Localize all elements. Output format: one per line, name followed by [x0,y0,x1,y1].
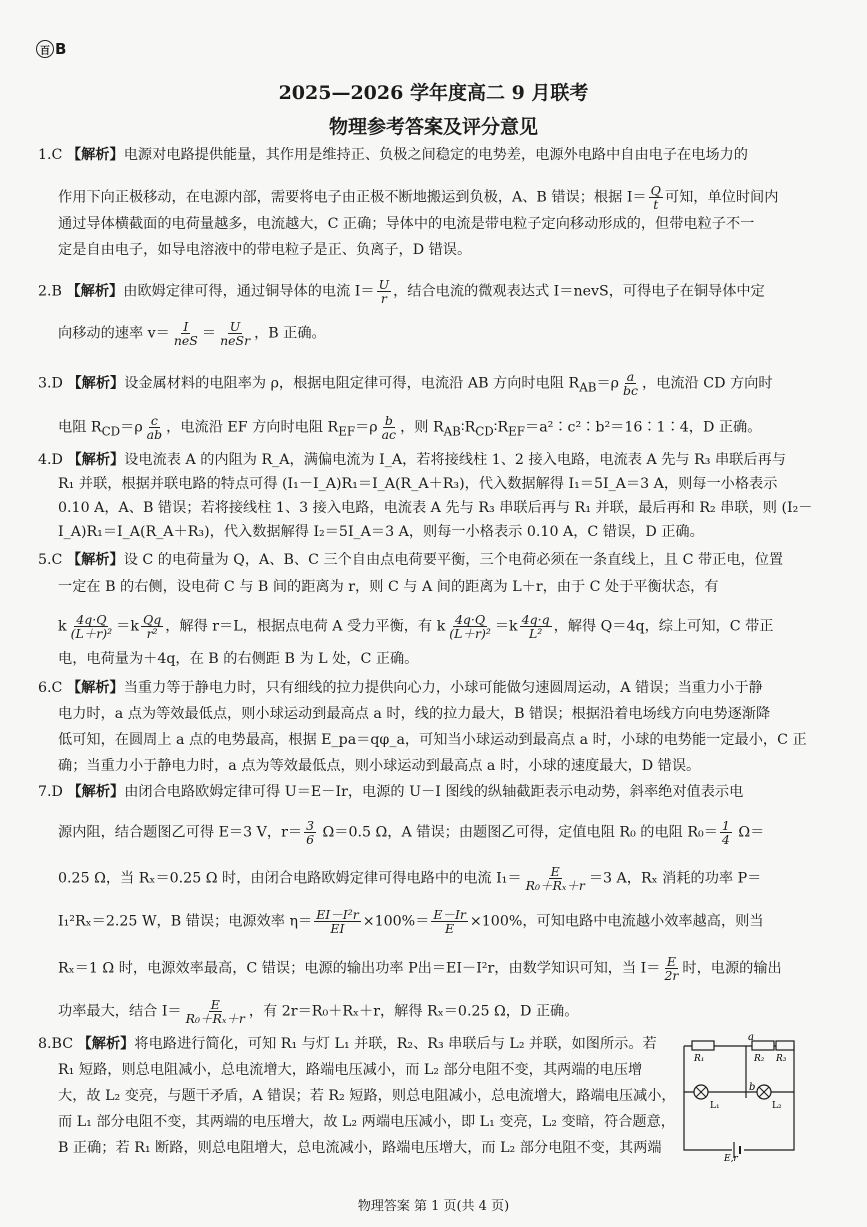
q3-line-2: 电阻 $R_{CD}=\rho$ $\frac{c}{ab}$ ，电流沿 EF 方向时电阻 $R_{EF}=\rho$ $\frac{b}{ac}$ ，则 $R_{AB}∶R_{CD}∶R_{EF}=a^2∶c^2∶b^2=16∶1∶4$，D 正确。 [58,413,762,442]
q7-line-4: I₁²Rₓ＝2.25 W，B 错误；电源效率 η＝ $\frac{\text{EI－I²r}}{EI}$ ×100%＝ $\frac{E-Ir}{E}$ ×100%，可知电路中电流越小效率越高，则当 [58,907,764,936]
q8-line-1: 8.BC 【解析】将电路进行简化，可知 R₁ 与灯 L₁ 并联，R₂、R₃ 串联后与 L₂ 并联，如图所示。若 [38,1036,657,1052]
resistor-r2 [752,1041,774,1050]
q4-line-4: I_A)R₁＝I_A(R_A＋R₃)，代入数据解得 I₂＝5I_A＝3 A，则每一小格表示 0.10 A，C 错误，D 正确。 [58,524,704,540]
q3-line-1: 3.D 【解析】设金属材料的电阻率为 ρ，根据电阻定律可得，电流沿 AB 方向时电阻 $R_{AB}=\rho$ $\frac{a}{bc}$ ，电流沿 CD 方向时 [38,369,773,398]
q7-line-1: 7.D 【解析】由闭合电路欧姆定律可得 U＝E－Ir，电源的 U－I 图线的纵轴截距表示电动势，斜率绝对值表示电 [38,784,744,800]
q4-line-1: 4.D 【解析】设电流表 A 的内阻为 R_A，满偏电流为 I_A，若将接线柱 1、2 接入电路，电流表 A 先与 R₃ 串联后再与 [38,452,786,468]
q2-line-2: 向移动的速率 v＝ $\frac{I}{\text{neS}}$ ＝ $\frac{U}{\text{neSr}}$ ，B 正确。 [58,319,326,348]
q6-line-4: 确；当重力小于静电力时，a 点为等效最低点，则小球运动到最高点 a 时，小球的速度最大，D 错误。 [58,758,701,774]
q1-line-1: 1.C 【解析】电源对电路提供能量，其作用是维持正、负极之间稳定的电势差，电源外电路中自由电子在电场力的 [38,147,748,163]
badge-letter: B [55,40,67,58]
lamp-l2 [757,1085,771,1099]
q6-line-3: 低可知，在圆周上 a 点的电势最高，根据 E_pa＝qφ_a，可知当小球运动到最高点 a 时，小球的电势能一定最小，C 正 [58,732,807,748]
label-node-b: b [749,1082,756,1093]
label-l2: L₂ [772,1101,782,1111]
badge-circle: 百 [36,40,54,58]
q6-line-1: 6.C 【解析】当重力等于静电力时，只有细线的拉力提供向心力，小球可能做匀速圆周运动，A 错误；当重力小于静 [38,680,763,696]
q8-line-2: R₁ 短路，则总电阻减小，总电流增大，路端电压减小，而 L₂ 部分电阻不变，其两端的电压增 [58,1062,643,1078]
resistor-r1 [692,1041,714,1050]
answer-subtitle: 物理参考答案及评分意见 [328,116,538,138]
q1-line-4: 定是自由电子，如导电溶液中的带电粒子是正、负离子，D 错误。 [58,242,472,258]
q5-line-2: 一定在 B 的右侧，设电荷 C 与 B 间的距离为 r，则 C 与 A 间的距离为 L＋r，由于 C 处于平衡状态，有 [58,579,719,595]
label-r2: R₂ [754,1054,765,1064]
circuit-diagram [676,1032,816,1162]
q8-line-4: 而 L₁ 部分电阻不变，其两端的电压增大，故 L₂ 两端电压减小，即 L₁ 变亮，L₂ 变暗，符合题意， [58,1114,675,1130]
q1-line-2: 作用下向正极移动，在电源内部，需要将电子由正极不断地搬运到负极，A、B 错误；根据 I＝ $\frac{Q}{t}$ 可知，单位时间内 [58,183,779,212]
q7-line-3: 0.25 Ω，当 Rₓ＝0.25 Ω 时，由闭合电路欧姆定律可得电路中的电流 I₁＝ $\frac{E}{\text{R₀＋Rₓ＋r}}$ ＝3 A，Rₓ 消耗的功率 P＝ [58,864,762,893]
label-source: E,r [724,1154,738,1162]
q6-line-2: 电力时，a 点为等效最低点，则小球运动到最高点 a 时，线的拉力最大，B 错误；根据沿着电场线方向电势逐渐降 [58,706,771,722]
q7-line-5: Rₓ＝1 Ω 时，电源效率最高，C 错误；电源的输出功率 P出＝EI－I²r，由数学知识可知，当 I＝ $\frac{E}{2r}$ 时，电源的输出 [58,954,782,983]
edition-badge [36,40,66,58]
q4-line-3: 0.10 A，A、B 错误；若将接线柱 1、3 接入电路，电流表 A 先与 R₃ 串联后再与 R₁ 并联，最后再和 R₂ 串联，则 (I₂－ [58,500,813,516]
q7-line-6: 功率最大，结合 I＝ $\frac{E}{\text{R₀＋Rₓ＋r}}$ ，有 2r＝R₀＋Rₓ＋r，解得 Rₓ＝0.25 Ω，D 正确。 [58,997,579,1026]
q8-line-3: 大，故 L₂ 变亮，与题干矛盾，A 错误；若 R₂ 短路，则总电阻减小，总电流增大，路端电压减小， [58,1088,676,1104]
label-l1: L₁ [710,1101,720,1111]
q2-line-1: 2.B 【解析】由欧姆定律可得，通过铜导体的电流 I＝ $\frac{U}{r}$ ，结合电流的微观表达式 I＝nevS，可得电子在铜导体中定 [38,277,765,306]
q1-line-3: 通过导体横截面的电荷量越多，电流越大，C 正确；导体中的电流是带电粒子定向移动形成的，但带电粒子不一 [58,216,755,232]
q5-line-4: 电，电荷量为＋4q，在 B 的右侧距 B 为 L 处，C 正确。 [58,651,419,667]
q4-line-2: R₁ 并联，根据并联电路的特点可得 (I₁－I_A)R₁＝I_A(R_A＋R₃)，代入数据解得 I₁＝5I_A＝3 A，则每一小格表示 [58,476,778,492]
label-r3: R₃ [776,1054,787,1064]
page-footer: 物理答案 第 1 页(共 4 页) [357,1199,510,1214]
q5-line-3: k $\frac{4q\cdot Q}{\text{(L＋r)²}}$ ＝k $\frac{Qq}{\text{r²}}$ ，解得 r＝L，根据点电荷 A 受力平衡，有 k $\frac{4q\cdot Q}{\text{(L＋r)²}}$ ＝k $\frac{4q\cdot q}{\text{L²}}$ ，解得 Q＝4q，综上可知，C 带正 [58,612,774,641]
q7-line-2: 源内阻，结合题图乙可得 E＝3 V，r＝ $\frac{3}{6}$ Ω＝0.5 Ω，A 错误；由题图乙可得，定值电阻 R₀ 的电阻 R₀＝ $\frac{1}{4}$ Ω＝ [58,818,765,847]
exam-title: 2025—2026 学年度高二 9 月联考 [278,82,589,104]
resistor-r3 [776,1041,794,1050]
label-r1: R₁ [694,1054,705,1064]
q8-line-5: B 正确；若 R₁ 断路，则总电阻增大，总电流减小，路端电压增大，而 L₂ 部分电阻不变，其两端 [58,1140,662,1156]
q5-line-1: 5.C 【解析】设 C 的电荷量为 Q，A、B、C 三个自由点电荷要平衡，三个电荷必须在一条直线上，且 C 带正电，位置 [38,552,784,568]
label-node-a: a [748,1032,754,1043]
lamp-l1 [694,1085,708,1099]
